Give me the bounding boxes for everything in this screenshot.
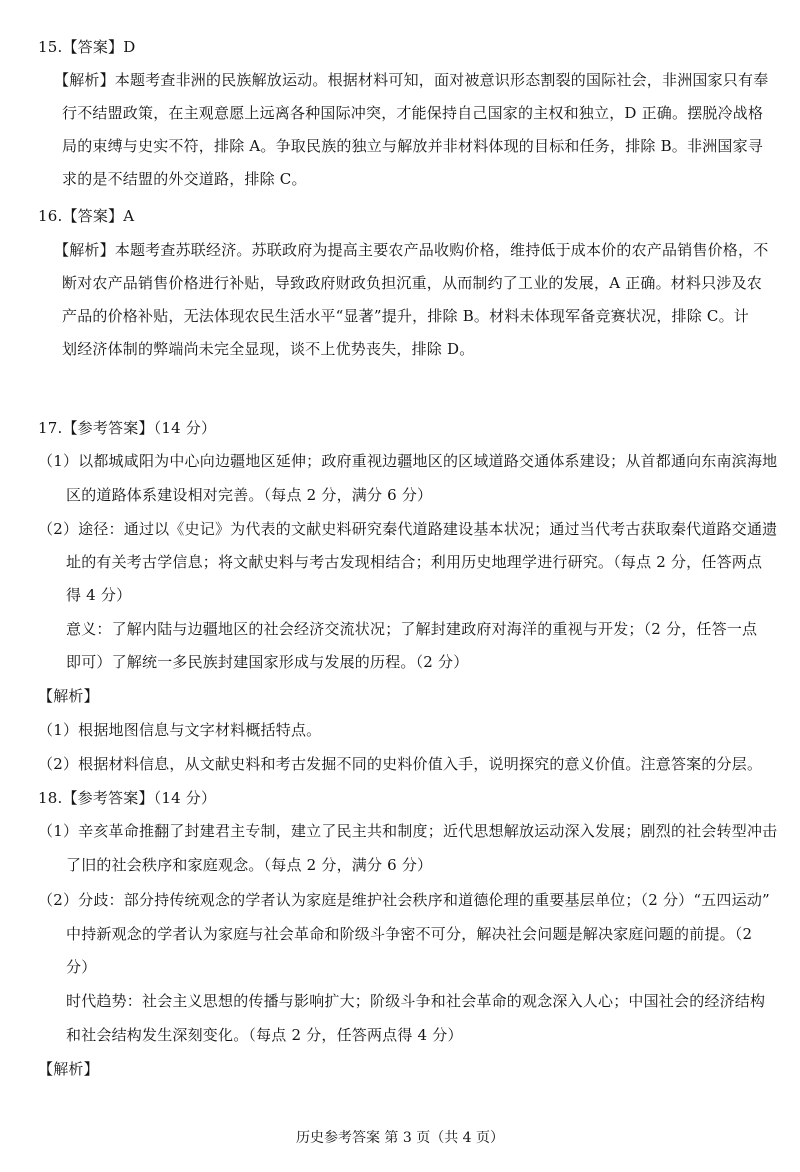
q17-part2-line: （2）途径：通过以《史记》为代表的文献史料研究秦代道路建设基本状况；通过当代考古获取秦代道路交通遗	[38, 520, 778, 538]
q17-part1-line: 区的道路体系建设相对完善。（每点 2 分，满分 6 分）	[66, 486, 433, 504]
q18-analysis-label: 【解析】	[38, 1060, 99, 1078]
q16-analysis-line: 【解析】本题考查苏联经济。苏联政府为提高主要农产品收购价格，维持低于成本价的农产品销售价格，不	[54, 241, 769, 259]
q18-part2-line: （2）分歧：部分持传统观念的学者认为家庭是维护社会秩序和道德伦理的重要基层单位；（2 分）“五四运动”	[38, 891, 770, 909]
page-footer: 历史参考答案 第 3 页（共 4 页）	[295, 1130, 505, 1146]
q17-part2-line: 得 4 分）	[66, 586, 132, 604]
q17-header: 17.【参考答案】（14 分）	[38, 419, 217, 437]
q18-part1-line: 了旧的社会秩序和家庭观念。（每点 2 分，满分 6 分）	[66, 856, 433, 874]
q18-trend-line: 时代趋势：社会主义思想的传播与影响扩大；阶级斗争和社会革命的观念深入人心；中国社会的经济结构	[66, 992, 766, 1010]
q17-analysis-label: 【解析】	[38, 687, 99, 705]
q15-answer: 15.【答案】D	[38, 38, 136, 56]
q16-answer: 16.【答案】A	[38, 207, 135, 225]
q15-analysis-line: 【解析】本题考查非洲的民族解放运动。根据材料可知，面对被意识形态割裂的国际社会，非洲国家只有奉	[54, 71, 769, 89]
q15-analysis-line: 求的是不结盟的外交道路，排除 C。	[62, 170, 307, 188]
q17-meaning-line: 意义：了解内陆与边疆地区的社会经济交流状况；了解封建政府对海洋的重视与开发；（2 分，任答一点	[66, 620, 758, 638]
q17-analysis-line: （2）根据材料信息，从文献史料和考古发掘不同的史料价值入手，说明探究的意义价值。注意答案的分层。	[38, 755, 763, 773]
q17-part2-line: 址的有关考古学信息；将文献史料与考古发现相结合；利用历史地理学进行研究。（每点 2 分，任答两点	[66, 553, 763, 571]
q18-trend-line: 和社会结构发生深刻变化。（每点 2 分，任答两点得 4 分）	[66, 1026, 463, 1044]
q16-analysis-line: 产品的价格补贴，无法体现农民生活水平“显著”提升，排除 B。材料未体现军备竞赛状况，排除 C。计	[62, 307, 749, 325]
q17-analysis-line: （1）根据地图信息与文字材料概括特点。	[38, 721, 322, 739]
q18-part2-line: 分）	[66, 958, 97, 976]
q17-meaning-line: 即可）了解统一多民族封建国家形成与发展的历程。（2 分）	[66, 653, 469, 671]
q16-analysis-line: 断对农产品销售价格进行补贴，导致政府财政负担沉重，从而制约了工业的发展，A 正确。材料只涉及农	[62, 274, 763, 292]
q18-part2-line: 中持新观念的学者认为家庭与社会革命和阶级斗争密不可分，解决社会问题是解决家庭问题的前提。（2	[66, 925, 753, 943]
q16-analysis-line: 划经济体制的弊端尚未完全显现，谈不上优势丧失，排除 D。	[62, 340, 475, 358]
q18-part1-line: （1）辛亥革命推翻了封建君主专制，建立了民主共和制度；近代思想解放运动深入发展；剧烈的社会转型冲击	[38, 822, 778, 840]
q18-header: 18.【参考答案】（14 分）	[38, 789, 217, 807]
q15-analysis-line: 行不结盟政策，在主观意愿上远离各种国际冲突，才能保持自己国家的主权和独立，D 正确。摆脱冷战格	[62, 104, 764, 122]
q17-part1-line: （1）以都城咸阳为中心向边疆地区延伸；政府重视边疆地区的区域道路交通体系建设；从首都通向东南滨海地	[38, 452, 778, 470]
q15-analysis-line: 局的束缚与史实不符，排除 A。争取民族的独立与解放并非材料体现的目标和任务，排除 B。非洲国家寻	[62, 137, 763, 155]
